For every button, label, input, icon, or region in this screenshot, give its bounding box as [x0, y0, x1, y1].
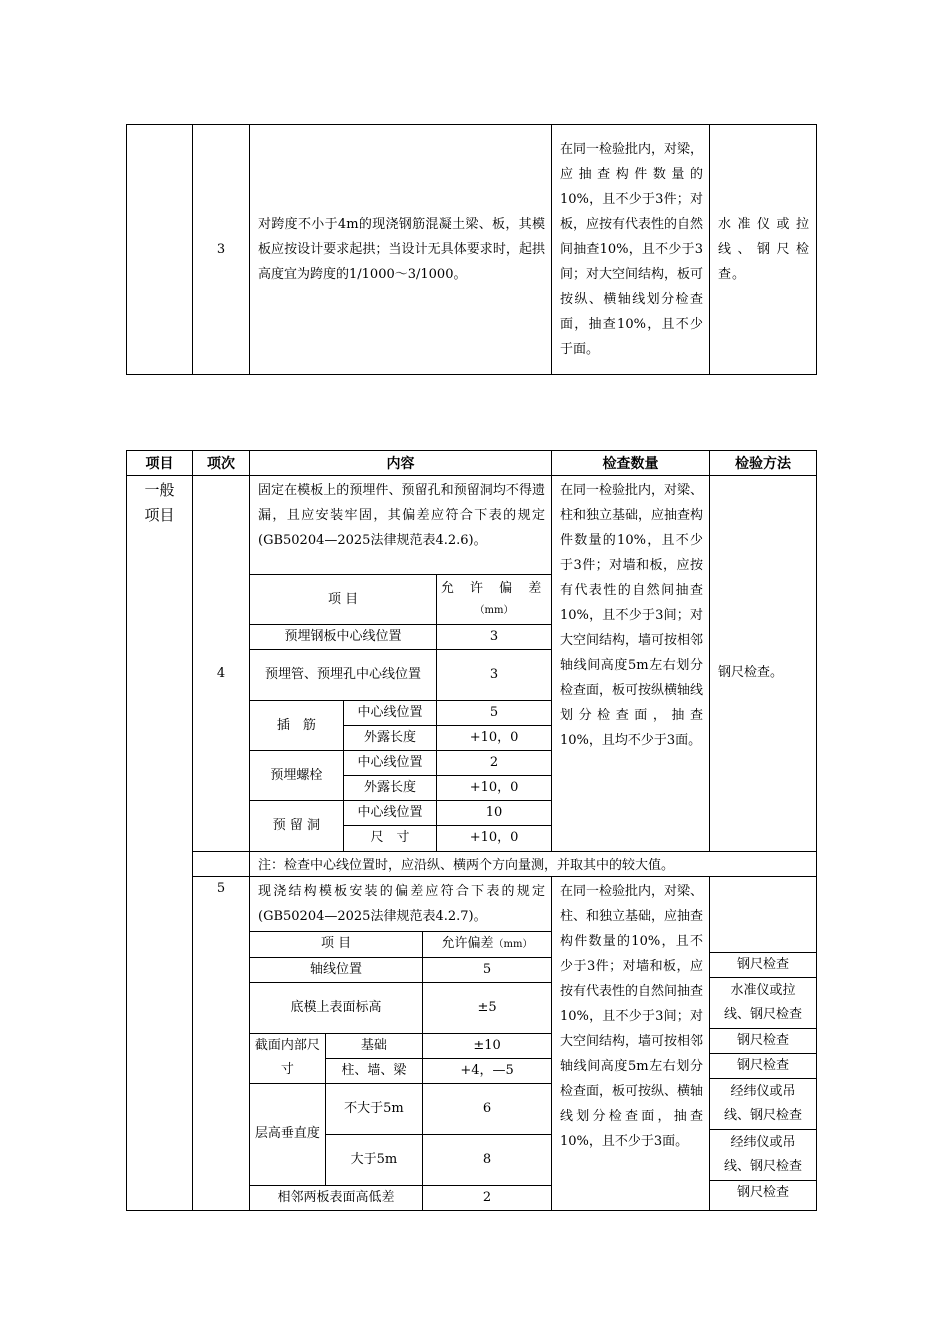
group-vertical-v1: 6: [423, 1083, 551, 1134]
row-elevation: 底模上表面标高: [250, 982, 423, 1033]
group-vertical-r2: 大于5m: [325, 1134, 422, 1185]
group-hole: 预 留 洞: [250, 801, 343, 851]
content-5-cell: [250, 876, 552, 1211]
tolerance-table-5: [250, 931, 551, 1211]
row-axis: 轴线位置: [250, 957, 423, 982]
group-vertical: 层高垂直度: [250, 1083, 325, 1185]
quantity-cell: 在同一检验批内，对梁，应抽查构件数量的10%，且不少于3件；对板，应按有代表性的自然间抽查10%，且不少于3间；对大空间结构，板可按纵、横轴线划分检查面，抽查10%，且不少于面。: [552, 125, 710, 375]
method-cell: 水准仪或拉线、钢尺检查。: [710, 125, 817, 375]
group-rebar-v2: +10，0: [437, 726, 551, 751]
row-elevation-value: ±5: [423, 982, 551, 1033]
quantity-4-cell: 在同一检验批内，对梁、柱和独立基础，应抽查构件数量的10%，且不少于3件；对墙和板，应按有代表性的自然间抽查10%，且不少于3间；对大空间结构，墙可按相邻轴线间高度5m左右划分检查面，板可按纵横轴线划分检查面，抽查10%，且均不少于3面。: [552, 476, 710, 852]
sub5-header-tol: 允许偏差（mm）: [423, 931, 551, 957]
method-elevation: 水准仪或拉线、钢尺检查: [710, 978, 816, 1029]
group-section: 截面内部尺寸: [250, 1033, 325, 1083]
row-axis-value: 5: [423, 957, 551, 982]
group-section-v1: ±10: [423, 1033, 551, 1058]
row-steel-plate-value: 3: [437, 625, 551, 650]
sub5-header-item: 项 目: [250, 931, 423, 957]
group-rebar-r1: 中心线位置: [343, 701, 436, 726]
sub-header-item: 项 目: [250, 575, 437, 625]
group-bolt-r1: 中心线位置: [343, 751, 436, 776]
row-adjacent-value: 2: [482, 1189, 492, 1205]
seq-4-note-spacer: [193, 851, 250, 876]
row-pipe: 预埋管、预埋孔中心线位置: [250, 650, 437, 701]
group-bolt-v1: 2: [437, 751, 551, 776]
group-section-v2: +4，—5: [423, 1058, 551, 1083]
content-4-text: 固定在模板上的预埋件、预留孔和预留洞均不得遗漏，且应安装牢固，其偏差应符合下表的规定(GB50204—2025法律规范表4.2.6)。: [258, 483, 545, 548]
content-5-text: 现浇结构模板安装的偏差应符合下表的规定(GB50204—2025法律规范表4.2.7)。: [258, 883, 545, 924]
group-section-r1: 基础: [325, 1033, 422, 1058]
seq-5-cell: 5: [193, 876, 250, 1211]
tolerance-table-4: [250, 574, 551, 851]
group-rebar-r2: 外露长度: [343, 726, 436, 751]
group-hole-v2: +10，0: [469, 830, 519, 846]
group-bolt-v2: +10，0: [437, 776, 551, 801]
method-5-cell: [710, 876, 817, 1211]
note-4: 注：检查中心线位置时，应沿纵、横两个方向量测，并取其中的较大值。: [250, 851, 817, 876]
method-vertical-2: 经纬仪或吊线、钢尺检查: [710, 1130, 816, 1181]
content-4-cell: [250, 476, 552, 852]
group-rebar-v1: 5: [437, 701, 551, 726]
header-item: 项目: [127, 451, 193, 476]
quantity-5-cell: 在同一检验批内，对梁、柱、和独立基础，应抽查构件数量的10%，且不少于3件；对墙和板，应按有代表性的自然间抽查10%，且不少于3间；对大空间结构，墙可按相邻轴线间高度5m左右划分检查面，板可按纵、横轴线划分检查面，抽查10%，且不少于3面。: [552, 876, 710, 1211]
category-cell: [127, 476, 193, 1211]
header-method: 检验方法: [710, 451, 817, 476]
header-seq: 项次: [193, 451, 250, 476]
group-bolt: 预埋螺栓: [250, 751, 343, 801]
group-vertical-v2: 8: [423, 1134, 551, 1185]
group-hole-r1: 中心线位置: [343, 801, 436, 826]
group-bolt-r2: 外露长度: [343, 776, 436, 801]
method-section-2: 钢尺检查: [710, 1054, 816, 1079]
row-adjacent: 相邻两板表面高低差: [250, 1185, 423, 1210]
group-rebar: 插 筋: [250, 701, 343, 751]
group-hole-r2: 尺 寸: [343, 826, 436, 851]
category-label: 一般项目: [144, 481, 175, 524]
group-hole-v1: 10: [437, 801, 551, 826]
seq-4-cell: 4: [193, 476, 250, 852]
table-top: [126, 124, 817, 375]
row-steel-plate: 预埋钢板中心线位置: [250, 625, 437, 650]
sub-header-tol: 允 许 偏 差 （mm）: [437, 575, 551, 625]
row-pipe-value: 3: [437, 650, 551, 701]
method-vertical-1: 经纬仪或吊线、钢尺检查: [710, 1079, 816, 1130]
method-4-cell: 钢尺检查。: [710, 476, 817, 852]
header-content: 内容: [250, 451, 552, 476]
table-main: [126, 450, 817, 1211]
method-section-1: 钢尺检查: [710, 1029, 816, 1054]
header-quantity: 检查数量: [552, 451, 710, 476]
content-cell: 对跨度不小于4m的现浇钢筋混凝土梁、板，其模板应按设计要求起拱；当设计无具体要求时，起拱高度宜为跨度的1/1000～3/1000。: [250, 125, 552, 375]
method-adjacent: 钢尺检查: [736, 1185, 789, 1201]
group-vertical-r1: 不大于5m: [325, 1083, 422, 1134]
group-section-r2: 柱、墙、梁: [325, 1058, 422, 1083]
method-5-table: [710, 877, 816, 1206]
seq-cell: 3: [193, 125, 250, 375]
category-cell: [127, 125, 193, 375]
method-axis: 钢尺检查: [710, 953, 816, 978]
